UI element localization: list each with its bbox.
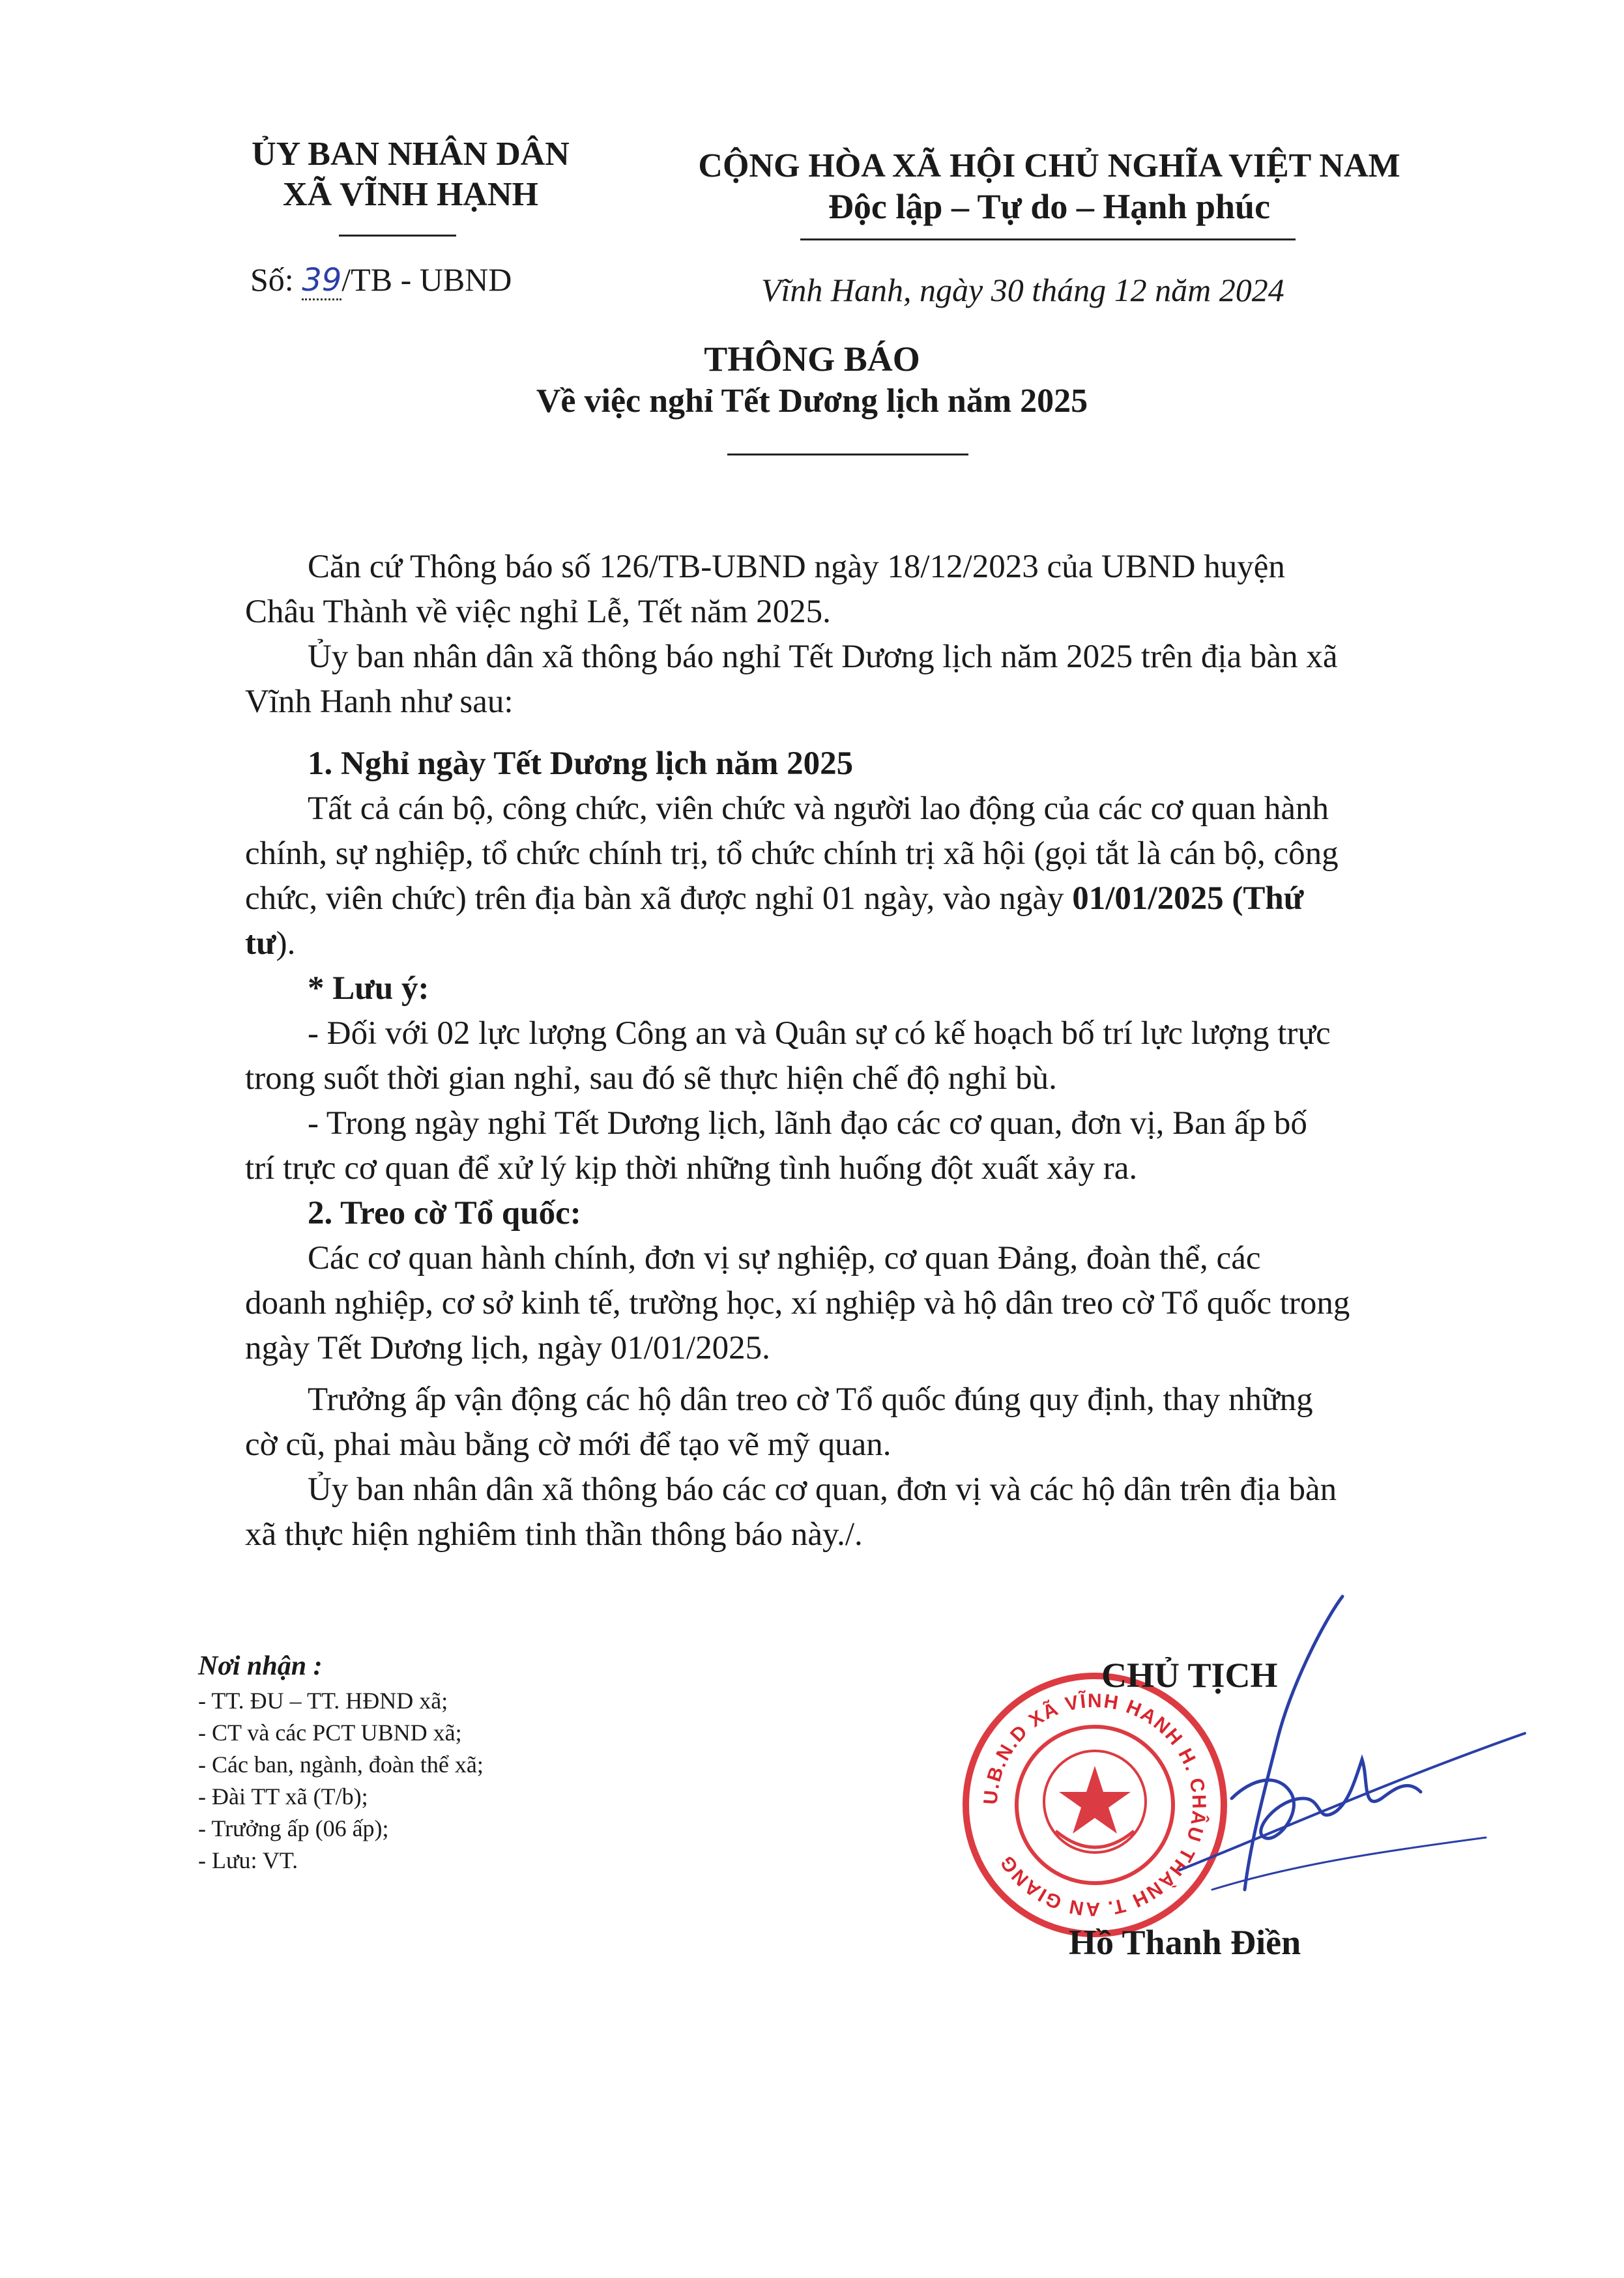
signer-title: CHỦ TỊCH bbox=[1101, 1656, 1278, 1695]
section-2-p2-line-1: Trưởng ấp vận động các hộ dân treo cờ Tổ quốc đúng quy định, thay những bbox=[308, 1381, 1313, 1418]
section-1-line-4 bbox=[245, 921, 1483, 966]
seal-text-path: U.B.N.D XÃ VĨNH HANH H. CHÂU THÀNH T. AN GIANG bbox=[979, 1690, 1210, 1920]
notice-title-main: THÔNG BÁO bbox=[704, 339, 920, 379]
basis-line-1: Căn cứ Thông báo số 126/TB-UBND ngày 18/12/2023 của UBND huyện bbox=[308, 549, 1285, 585]
recipients-block bbox=[198, 1647, 484, 1877]
section-1-line-2: chính, sự nghiệp, tổ chức chính trị, tổ chức chính trị xã hội (gọi tắt là cán bộ, công bbox=[245, 835, 1339, 872]
holiday-date: 01/01/2025 (Thứ bbox=[1072, 880, 1304, 917]
section-1-line-3a: chức, viên chức) trên địa bàn xã được nghỉ 01 ngày, vào ngày bbox=[245, 880, 1073, 917]
section-2-heading: 2. Treo cờ Tổ quốc: bbox=[308, 1195, 581, 1232]
org-header bbox=[222, 134, 600, 215]
closing-line-1: Ủy ban nhân dân xã thông báo các cơ quan, đơn vị và các hộ dân trên địa bàn bbox=[308, 1471, 1337, 1508]
handwritten-signature bbox=[1082, 1583, 1538, 1948]
section-2-p2-line-2: cờ cũ, phai màu bằng cờ mới để tạo vẽ mỹ quan. bbox=[245, 1426, 892, 1463]
recipient-item: - Lưu: VT. bbox=[198, 1847, 298, 1873]
intro-line-2: Vĩnh Hanh như sau: bbox=[245, 684, 514, 720]
doc-number bbox=[250, 261, 512, 298]
intro-line-1: Ủy ban nhân dân xã thông báo nghỉ Tết Dương lịch năm 2025 trên địa bàn xã bbox=[308, 639, 1338, 675]
holiday-weekday: tư bbox=[245, 925, 276, 962]
section-1-heading: 1. Nghỉ ngày Tết Dương lịch năm 2025 bbox=[308, 745, 854, 782]
nation-name: CỘNG HÒA XÃ HỘI CHỦ NGHĨA VIỆT NAM bbox=[698, 147, 1400, 184]
recipient-item: - Đài TT xã (T/b); bbox=[198, 1783, 368, 1809]
basis-line-2: Châu Thành về việc nghỉ Lễ, Tết năm 2025. bbox=[245, 594, 831, 630]
note-1-line-2: trong suốt thời gian nghỉ, sau đó sẽ thực hiện chế độ nghỉ bù. bbox=[245, 1060, 1057, 1097]
section-2-line-2: doanh nghiệp, cơ sở kinh tế, trường học, xí nghiệp và hộ dân treo cờ Tổ quốc trong bbox=[245, 1285, 1350, 1321]
title-underline bbox=[727, 454, 968, 455]
section-2-line-3: ngày Tết Dương lịch, ngày 01/01/2025. bbox=[245, 1330, 770, 1366]
org-line-2: XÃ VĨNH HẠNH bbox=[283, 176, 538, 213]
note-1-line-1: - Đối với 02 lực lượng Công an và Quân sự có kế hoạch bố trí lực lượng trực bbox=[308, 1015, 1331, 1052]
section-1-line-3 bbox=[245, 876, 1483, 921]
recipient-item: - Các ban, ngành, đoàn thể xã; bbox=[198, 1752, 484, 1778]
section-1-line-1: Tất cả cán bộ, công chức, viên chức và người lao động của các cơ quan hành bbox=[308, 790, 1329, 827]
doc-number-value: 39 bbox=[302, 262, 341, 300]
recipient-item: - TT. ĐU – TT. HĐND xã; bbox=[198, 1688, 448, 1714]
motto-underline bbox=[800, 238, 1296, 240]
section-2-line-1: Các cơ quan hành chính, đơn vị sự nghiệp, cơ quan Đảng, đoàn thể, các bbox=[308, 1240, 1261, 1276]
signer-name: Hồ Thanh Điền bbox=[1069, 1923, 1301, 1962]
org-line-1: ỦY BAN NHÂN DÂN bbox=[252, 136, 570, 173]
doc-number-prefix: Số: bbox=[250, 261, 302, 298]
closing-line-2: xã thực hiện nghiêm tinh thần thông báo này./. bbox=[245, 1516, 863, 1553]
recipient-item: - CT và các PCT UBND xã; bbox=[198, 1720, 462, 1746]
note-2-line-2: trí trực cơ quan để xử lý kịp thời những tình huống đột xuất xảy ra. bbox=[245, 1150, 1138, 1187]
org-underline bbox=[339, 235, 456, 237]
recipient-item: - Trưởng ấp (06 ấp); bbox=[198, 1815, 389, 1841]
recipients-title: Nơi nhận : bbox=[198, 1651, 323, 1681]
place-date: Vĩnh Hanh, ngày 30 tháng 12 năm 2024 bbox=[761, 272, 1284, 308]
note-heading: * Lưu ý: bbox=[308, 970, 429, 1007]
note-2-line-1: - Trong ngày nghỉ Tết Dương lịch, lãnh đạo các cơ quan, đơn vị, Ban ấp bố bbox=[308, 1105, 1307, 1142]
doc-number-suffix: /TB - UBND bbox=[341, 261, 512, 298]
notice-title-sub: Về việc nghỉ Tết Dương lịch năm 2025 bbox=[536, 382, 1088, 420]
section-1-line-4b: ). bbox=[276, 925, 296, 962]
notice-body bbox=[245, 545, 1483, 1557]
nation-motto: Độc lập – Tự do – Hạnh phúc bbox=[828, 187, 1271, 226]
notice-title bbox=[160, 338, 1464, 422]
nation-header bbox=[652, 146, 1447, 227]
